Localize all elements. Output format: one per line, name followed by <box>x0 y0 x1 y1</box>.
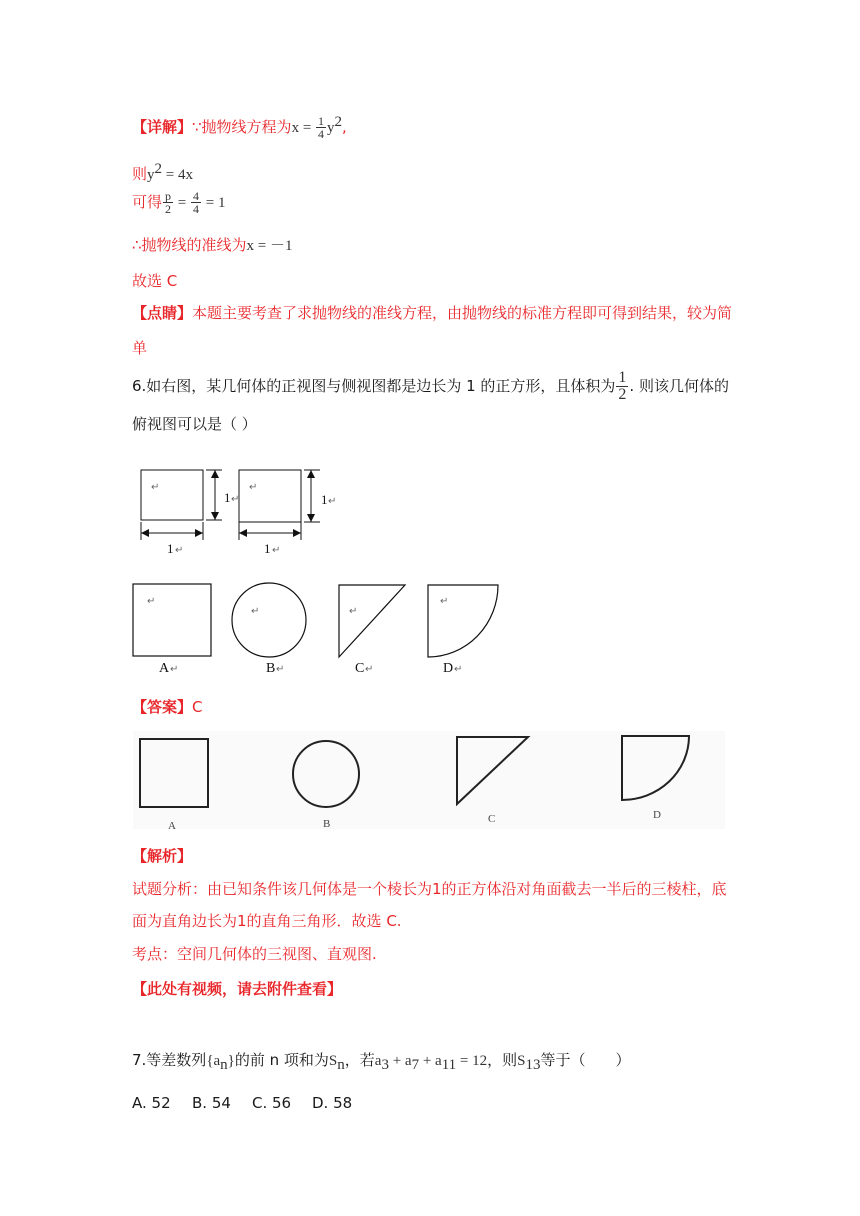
option-a-square <box>133 584 211 656</box>
option-d-quarter-circle <box>428 585 498 657</box>
explain-line-5: 故选 C <box>132 272 178 290</box>
return-mark: ↵ <box>175 545 184 556</box>
analysis-line-2: 面为直角边长为1的直角三角形．故选 C. <box>132 912 402 930</box>
option-label-d: D <box>443 661 454 676</box>
explain-line-1: 【详解】∵抛物线方程为x = $\frac{1}{4}$ $y^2$, <box>132 114 347 141</box>
option-b-circle <box>232 583 306 657</box>
option-label-c: C <box>355 661 365 676</box>
analysis-line-1: 试题分析：由已知条件该几何体是一个棱长为1的正方体沿对角面截去一半后的三棱柱，底 <box>132 880 727 898</box>
answer-label-c: C <box>488 813 496 825</box>
return-mark: ↵ <box>328 496 337 507</box>
answer-line <box>132 697 203 717</box>
question-7: 7.等差数列$\{a_n\}$的前 n 项和为$S_n$，若$a_3 + a_7 + a_{11} = 12$，则$S_{13}$等于（ ） <box>132 1051 631 1073</box>
return-mark: ↵ <box>231 494 240 505</box>
fraction: $\frac{p}{2}$ <box>165 189 172 216</box>
analysis-line-3: 考点：空间几何体的三视图、直观图. <box>132 945 377 963</box>
option-d: D. 58 <box>312 1094 353 1112</box>
explain-line-3: 可得 $\frac{p}{2}$ = $\frac{4}{4}$ = 1 <box>132 189 226 216</box>
return-mark: ↵ <box>276 664 285 675</box>
return-mark: ↵ <box>151 482 160 493</box>
option-b: B. 54 <box>192 1094 231 1112</box>
fraction: $\frac{1}{2}$ <box>618 369 627 403</box>
return-mark: ↵ <box>251 606 260 617</box>
return-mark: ↵ <box>147 596 156 607</box>
option-label-a: A <box>159 661 170 676</box>
side-view-square <box>239 470 301 522</box>
dim-label: 1 <box>321 492 328 507</box>
explain-line-2: 则$y^2 = 4x$ <box>132 161 193 183</box>
comment-tag: 【点睛】 <box>132 304 193 322</box>
answer-label-d: D <box>653 809 661 821</box>
question-6-line-2: 俯视图可以是（ ） <box>132 415 257 433</box>
answer-label-a: A <box>168 820 176 832</box>
dim-label: 1 <box>264 541 271 556</box>
option-a: A. 52 <box>132 1094 171 1112</box>
front-view-square <box>141 470 203 520</box>
answer-label-b: B <box>323 818 331 830</box>
comment-line: 【点睛】本题主要考查了求抛物线的准线方程，由抛物线的标准方程即可得到结果，较为简 <box>132 304 733 322</box>
return-mark: ↵ <box>365 664 374 675</box>
answer-value: C <box>192 698 203 716</box>
comment-line-2: 单 <box>132 339 148 357</box>
dim-label: 1 <box>224 490 231 505</box>
explain-line-4: ∴抛物线的准线为x = －1 <box>132 236 293 254</box>
option-c-triangle <box>339 585 405 657</box>
analysis-tag: 【解析】 <box>132 847 193 865</box>
return-mark: ↵ <box>454 664 463 675</box>
option-label-b: B <box>266 661 276 676</box>
video-note: 【此处有视频，请去附件查看】 <box>132 980 343 998</box>
answer-figure-panel <box>133 731 725 829</box>
dim-label: 1 <box>167 541 174 556</box>
return-mark: ↵ <box>349 606 358 617</box>
question-6: 6.如右图，某几何体的正视图与侧视图都是边长为 1 的正方形，且体积为 $\frac{1}{2}$ . 则该几何体的 <box>132 369 729 403</box>
question-7-options <box>132 1093 372 1113</box>
return-mark: ↵ <box>272 545 281 556</box>
explain-tag: 【详解】 <box>132 118 193 136</box>
return-mark: ↵ <box>440 596 449 607</box>
answer-tag: 【答案】 <box>132 698 193 716</box>
option-c: C. 56 <box>252 1094 292 1112</box>
fraction: $\frac{4}{4}$ <box>192 189 199 216</box>
fraction: $\frac{1}{4}$ <box>318 114 325 141</box>
return-mark: ↵ <box>249 482 258 493</box>
return-mark: ↵ <box>170 664 179 675</box>
